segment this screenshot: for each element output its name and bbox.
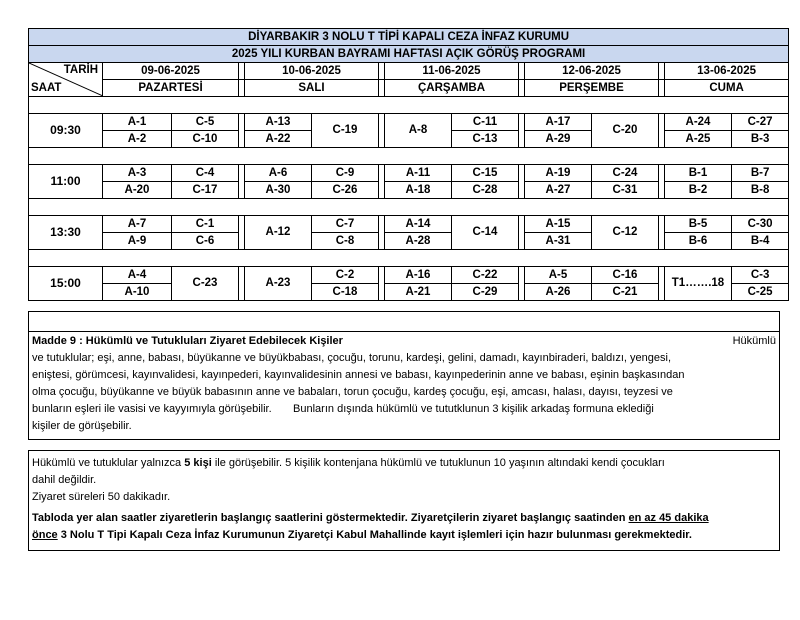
note-underline: en az 45 dakika	[628, 512, 709, 524]
row-gap	[29, 250, 789, 267]
note-text: ile görüşebilir. 5 kişilik kontenjana hükümlü ve tutuklunun 10 yaşının altındaki kendi çocukları	[211, 457, 665, 469]
visit-group-cell: C-23	[172, 267, 239, 301]
visit-group-cell: A-1	[103, 114, 172, 131]
visit-group-cell: A-2	[103, 131, 172, 148]
visit-group-cell: A-27	[525, 182, 592, 199]
visit-group-cell: A-5	[525, 267, 592, 284]
visit-group-cell: C-16	[592, 267, 659, 284]
note-text: Tabloda yer alan saatler ziyaretlerin başlangıç saatlerini göstermektedir. Ziyaretçilerin ziyaret başlangıç saatinden	[32, 512, 629, 524]
time-slot: 11:00	[29, 165, 103, 199]
visit-group-cell: A-12	[245, 216, 312, 250]
visit-group-cell: C-4	[172, 165, 239, 182]
visit-group-cell: C-30	[732, 216, 789, 233]
visit-group-cell: C-28	[452, 182, 519, 199]
madde-line: eniştesi, görümcesi, kayınvalidesi, kayınpederi, kayınvalidesinin annesi ve babası, kayınpederinin anne ve babası, eşinin başkasından	[32, 369, 685, 381]
visit-group-cell: A-24	[665, 114, 732, 131]
time-slot: 15:00	[29, 267, 103, 301]
visit-group-cell: A-25	[665, 131, 732, 148]
visit-group-cell: A-4	[103, 267, 172, 284]
blank-row	[28, 311, 780, 332]
visit-group-cell: B-2	[665, 182, 732, 199]
day-date: 12-06-2025	[525, 63, 659, 80]
visit-group-cell: C-8	[312, 233, 379, 250]
visit-group-cell: A-14	[385, 216, 452, 233]
note-text: dahil değildir.	[32, 474, 97, 486]
visit-group-cell: C-19	[312, 114, 379, 148]
visit-group-cell: B-1	[665, 165, 732, 182]
visit-group-cell: A-6	[245, 165, 312, 182]
schedule-table	[28, 28, 789, 301]
visit-group-cell: A-28	[385, 233, 452, 250]
visit-group-cell: A-13	[245, 114, 312, 131]
madde-line: bunların eşleri ile vasisi ve kayyımıyla görüşebilir. Bunların dışında hükümlü ve tututklunun 3 kişilik arkadaş formuna eklediği	[32, 403, 654, 415]
day-date: 10-06-2025	[245, 63, 379, 80]
note-bold: 5 kişi	[184, 457, 212, 469]
visit-group-cell: C-6	[172, 233, 239, 250]
visit-group-cell: C-3	[732, 267, 789, 284]
visit-group-cell: C-20	[592, 114, 659, 148]
visit-group-cell: C-29	[452, 284, 519, 301]
note-bold-paragraph	[32, 510, 776, 544]
visit-group-cell: T1…….18	[665, 267, 732, 301]
saat-label: SAAT	[31, 82, 62, 94]
corner-cell	[29, 63, 103, 97]
title-line-2: 2025 YILI KURBAN BAYRAMI HAFTASI AÇIK GÖRÜŞ PROGRAMI	[29, 46, 789, 63]
visit-group-cell: A-8	[385, 114, 452, 148]
visit-group-cell: B-7	[732, 165, 789, 182]
day-name: PAZARTESİ	[103, 80, 239, 97]
visit-group-cell: A-31	[525, 233, 592, 250]
time-slot: 13:30	[29, 216, 103, 250]
visit-group-cell: A-11	[385, 165, 452, 182]
day-date: 11-06-2025	[385, 63, 519, 80]
visit-group-cell: C-12	[592, 216, 659, 250]
madde-9-box	[28, 332, 780, 440]
visit-group-cell: A-15	[525, 216, 592, 233]
visit-group-cell: A-22	[245, 131, 312, 148]
day-date: 13-06-2025	[665, 63, 789, 80]
visit-group-cell: A-16	[385, 267, 452, 284]
day-date: 09-06-2025	[103, 63, 239, 80]
row-gap	[29, 199, 789, 216]
madde-line: ve tutuklular; eşi, anne, babası, büyükanne ve büyükbabası, çocuğu, torunu, kardeşi, gelini, damadı, kayınbiraderi, baldızı, yengesi,	[32, 352, 671, 364]
visit-group-cell: A-17	[525, 114, 592, 131]
visit-group-cell: C-21	[592, 284, 659, 301]
time-slot: 09:30	[29, 114, 103, 148]
visit-group-cell: A-18	[385, 182, 452, 199]
madde-line: olma çocuğu, büyükanne ve büyük babasının anne ve babaları, torun çocuğu, kardeş çocuğu, eşi, amcası, halası, dayısı, teyzesi ve	[32, 386, 673, 398]
day-name: SALI	[245, 80, 379, 97]
visit-group-cell: A-23	[245, 267, 312, 301]
visit-group-cell: C-18	[312, 284, 379, 301]
day-name: PERŞEMBE	[525, 80, 659, 97]
tarih-label: TARİH	[63, 64, 98, 76]
visit-group-cell: C-7	[312, 216, 379, 233]
visit-group-cell: C-14	[452, 216, 519, 250]
visit-group-cell: A-29	[525, 131, 592, 148]
note-text: 3 Nolu T Tipi Kapalı Ceza İnfaz Kurumunun Ziyaretçi Kabul Mahallinde kayıt işlemleri için hazır bulunması gerekmektedir.	[57, 529, 692, 541]
note-duration: Ziyaret süreleri 50 dakikadır.	[32, 491, 171, 503]
visit-group-cell: A-10	[103, 284, 172, 301]
day-name: ÇARŞAMBA	[385, 80, 519, 97]
visit-group-cell: A-30	[245, 182, 312, 199]
visit-group-cell: C-31	[592, 182, 659, 199]
row-gap	[29, 97, 789, 114]
visit-group-cell: A-21	[385, 284, 452, 301]
visit-group-cell: A-3	[103, 165, 172, 182]
visit-group-cell: A-7	[103, 216, 172, 233]
visit-group-cell: C-27	[732, 114, 789, 131]
note-text: Hükümlü ve tutuklular yalnızca	[32, 457, 185, 469]
visit-group-cell: C-1	[172, 216, 239, 233]
notes-box	[28, 450, 780, 551]
visit-group-cell: C-9	[312, 165, 379, 182]
visit-group-cell: C-15	[452, 165, 519, 182]
visit-group-cell: B-4	[732, 233, 789, 250]
visit-group-cell: C-2	[312, 267, 379, 284]
visit-group-cell: B-6	[665, 233, 732, 250]
madde-line: kişiler de görüşebilir.	[32, 420, 132, 432]
visit-group-cell: C-25	[732, 284, 789, 301]
visit-group-cell: C-5	[172, 114, 239, 131]
visit-group-cell: C-13	[452, 131, 519, 148]
note-underline: önce	[32, 529, 58, 541]
visit-group-cell: A-20	[103, 182, 172, 199]
day-name: CUMA	[665, 80, 789, 97]
madde-heading: Madde 9 : Hükümlü ve Tutukluları Ziyaret Edebilecek Kişiler	[32, 335, 343, 347]
madde-heading-tail: Hükümlü	[732, 335, 776, 347]
visit-group-cell: C-17	[172, 182, 239, 199]
visit-group-cell: C-24	[592, 165, 659, 182]
visit-group-cell: C-10	[172, 131, 239, 148]
visit-group-cell: C-11	[452, 114, 519, 131]
visit-group-cell: C-26	[312, 182, 379, 199]
document	[28, 28, 780, 551]
title-line-1: DİYARBAKIR 3 NOLU T TİPİ KAPALI CEZA İNFAZ KURUMU	[29, 29, 789, 46]
visit-group-cell: B-5	[665, 216, 732, 233]
row-gap	[29, 148, 789, 165]
visit-group-cell: A-19	[525, 165, 592, 182]
visit-group-cell: A-9	[103, 233, 172, 250]
visit-group-cell: A-26	[525, 284, 592, 301]
visit-group-cell: B-3	[732, 131, 789, 148]
visit-group-cell: B-8	[732, 182, 789, 199]
visit-group-cell: C-22	[452, 267, 519, 284]
